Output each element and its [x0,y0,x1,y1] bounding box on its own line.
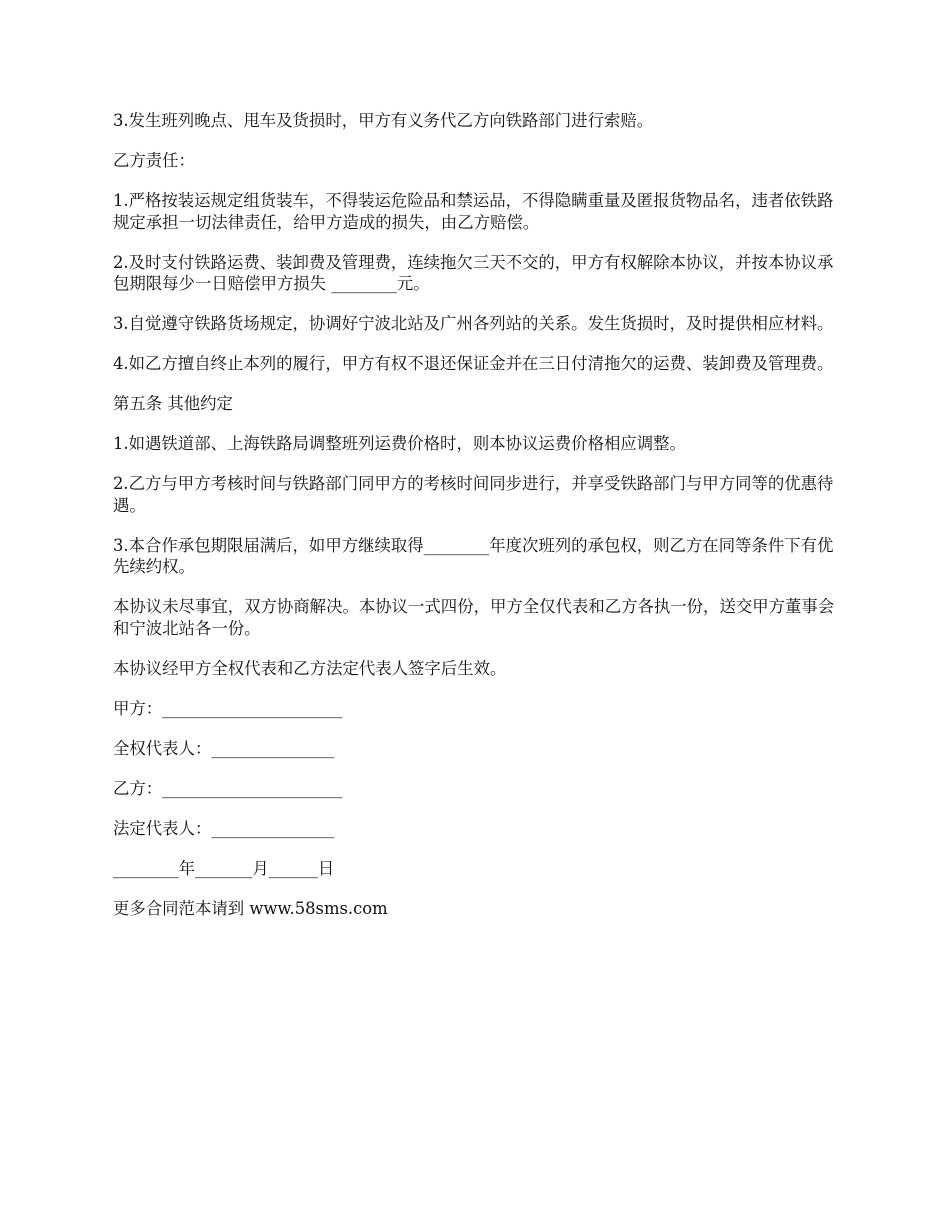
clause-paragraph: 4.如乙方擅自终止本列的履行，甲方有权不退还保证金并在三日付清拖欠的运费、装卸费及管理费。 [113,354,834,373]
clause-paragraph: 2.及时支付铁路运费、装卸费及管理费，连续拖欠三天不交的，甲方有权解除本协议，并按本协议承包期限每少一日赔偿甲方损失 ________元。 [113,252,834,293]
signature-line-party-a: 甲方：______________________ [113,698,343,718]
section-heading: 第五条 其他约定 [113,394,233,413]
clause-paragraph: 3.自觉遵守铁路货场规定，协调好宁波北站及广州各列站的关系。发生货损时，及时提供相应材料。 [113,314,834,333]
footer-note: 更多合同范本请到 www.58sms.com [113,898,388,918]
section-heading: 乙方责任： [113,151,195,170]
clause-paragraph: 3.发生班列晚点、甩车及货损时，甲方有义务代乙方向铁路部门进行索赔。 [113,111,654,130]
document-body [113,110,838,938]
clause-paragraph: 1.严格按装运规定组货装车，不得装运危险品和禁运品，不得隐瞒重量及匿报货物品名，违者依铁路规定承担一切法律责任，给甲方造成的损失，由乙方赔偿。 [113,191,834,232]
date-line: ________年_______月______日 [113,858,335,878]
signature-line-legal-rep: 法定代表人：_______________ [113,818,335,838]
clause-paragraph: 1.如遇铁道部、上海铁路局调整班列运费价格时，则本协议运费价格相应调整。 [113,434,686,453]
clause-paragraph: 2.乙方与甲方考核时间与铁路部门同甲方的考核时间同步进行，并享受铁路部门与甲方同等的优惠待遇。 [113,474,834,515]
signature-line-party-b: 乙方：______________________ [113,778,343,798]
clause-paragraph: 本协议经甲方全权代表和乙方法定代表人签字后生效。 [113,658,507,678]
clause-paragraph: 本协议未尽事宜，双方协商解决。本协议一式四份，甲方全仅代表和乙方各执一份，送交甲方董事会和宁波北站各一份。 [113,597,835,638]
clause-paragraph: 3.本合作承包期限届满后，如甲方继续取得________年度次班列的承包权，则乙方在同等条件下有优先续约权。 [113,535,834,576]
signature-line-authorized-rep: 全权代表人：_______________ [113,738,335,758]
